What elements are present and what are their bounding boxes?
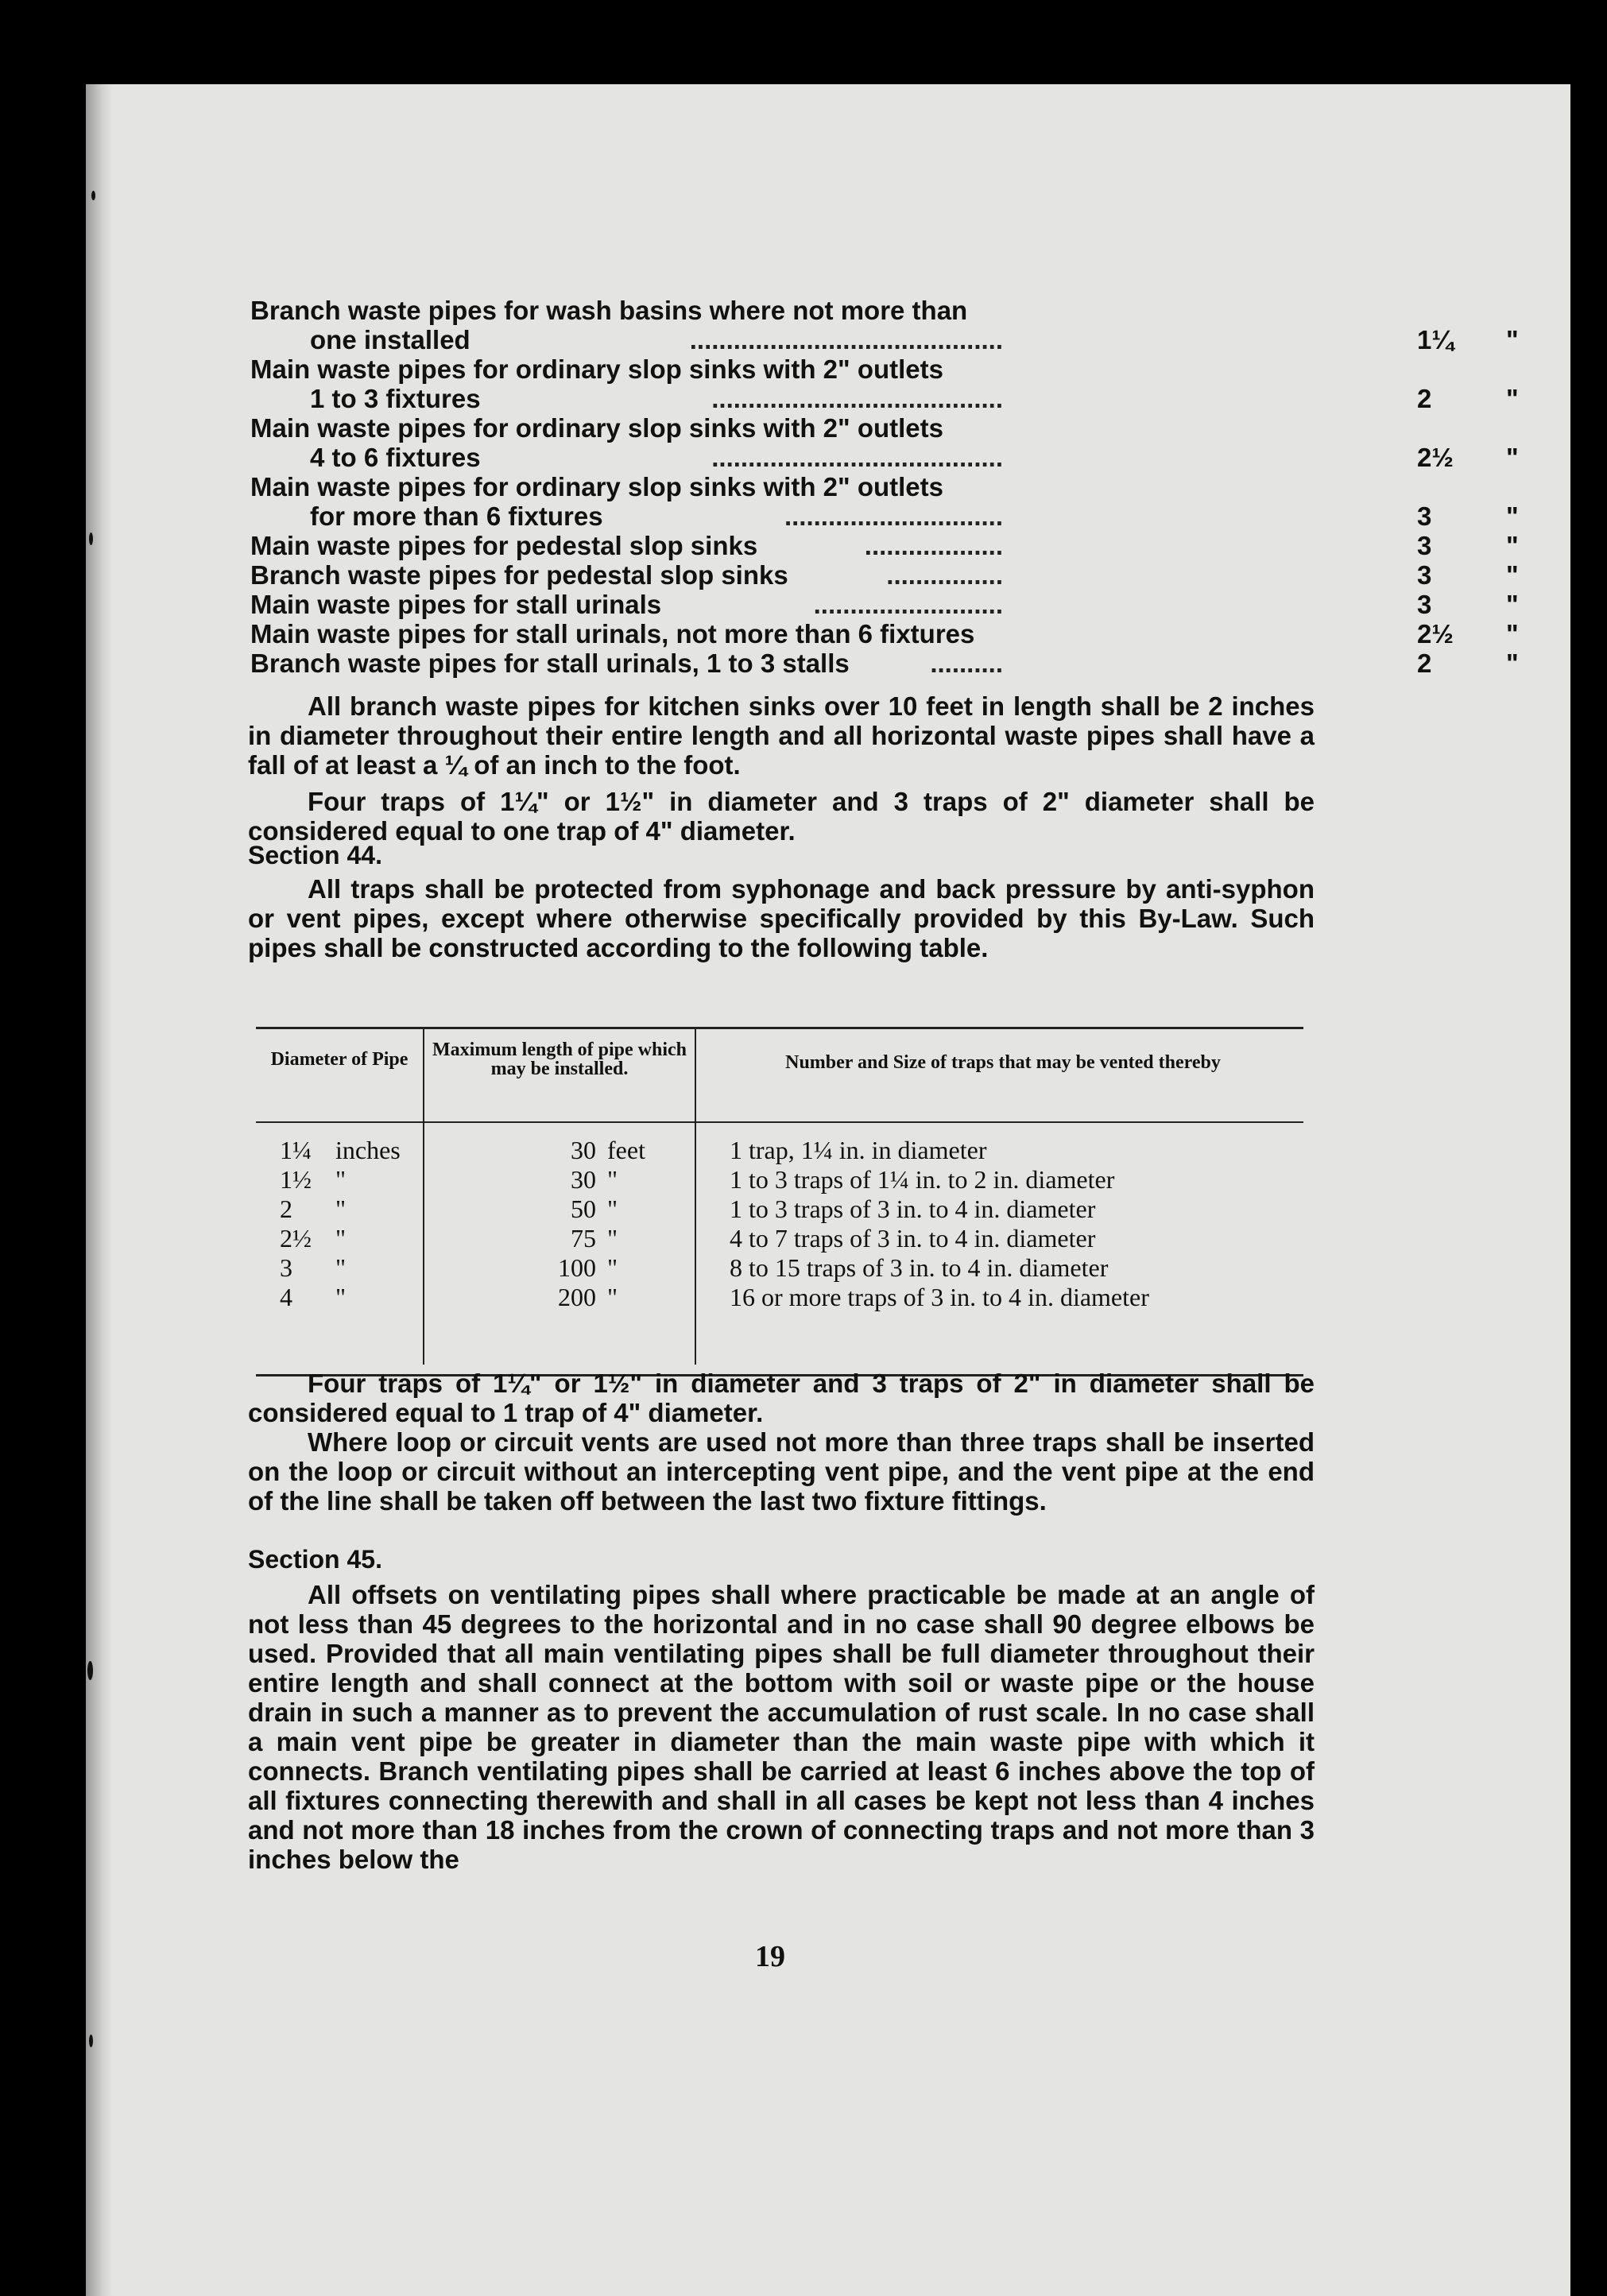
page-number: 19 (755, 1940, 785, 1973)
dot-leader: ........................................ (711, 384, 1003, 413)
cell-diameter: 1½ (280, 1165, 312, 1194)
cell-traps: 1 to 3 traps of 3 in. to 4 in. diameter (730, 1194, 1096, 1223)
table-row (256, 1136, 1303, 1165)
fixture-description: Branch waste pipes for wash basins where not more than (250, 296, 968, 325)
cell-diameter-unit: " (335, 1224, 347, 1253)
pipe-size-unit: " (1506, 443, 1519, 472)
pipe-size-value: 2½ (1417, 619, 1454, 649)
fixture-row (250, 590, 1519, 619)
table-row (256, 1283, 1303, 1312)
paragraph-trap-equivalence (248, 787, 1315, 846)
cell-diameter: 1¼ (280, 1136, 312, 1164)
pipe-size-value: 3 (1417, 590, 1432, 619)
fixture-row (250, 649, 1519, 678)
fixture-description: for more than 6 fixtures (310, 501, 603, 531)
paragraph-trap-equivalence-2 (248, 1369, 1315, 1427)
fixture-row (250, 413, 1315, 443)
fixture-description: Main waste pipes for ordinary slop sinks with 2" outlets (250, 354, 943, 384)
pipe-size-unit: " (1506, 501, 1519, 531)
pipe-size-value: 1¼ (1417, 325, 1454, 354)
fixture-description: 1 to 3 fixtures (310, 384, 481, 413)
fixture-description: Main waste pipes for pedestal slop sinks (250, 531, 758, 560)
cell-diameter-unit: " (335, 1283, 347, 1311)
fixture-description: 4 to 6 fixtures (310, 443, 481, 472)
pipe-size-unit: " (1506, 531, 1519, 560)
pipe-size-unit: " (1506, 560, 1519, 590)
pipe-size-value: 2½ (1417, 443, 1454, 472)
cell-length-unit: " (607, 1194, 618, 1223)
fixture-row (250, 354, 1315, 384)
fixture-row (250, 325, 1519, 354)
dust-speck (91, 191, 95, 200)
cell-traps: 4 to 7 traps of 3 in. to 4 in. diameter (730, 1224, 1096, 1253)
pipe-size-value: 3 (1417, 501, 1432, 531)
cell-diameter: 4 (280, 1283, 292, 1311)
dot-leader: ................ (886, 560, 1003, 590)
cell-traps: 1 to 3 traps of 1¼ in. to 2 in. diameter (730, 1165, 1115, 1194)
cell-traps: 1 trap, 1¼ in. in diameter (730, 1136, 987, 1164)
cell-length: 30 (571, 1165, 596, 1194)
pipe-size-unit: " (1506, 619, 1519, 649)
table-row (256, 1165, 1303, 1194)
pipe-size-value: 3 (1417, 531, 1432, 560)
dot-leader: ........................................ (711, 443, 1003, 472)
fixture-row (250, 384, 1519, 413)
cell-length: 100 (558, 1253, 596, 1282)
paragraph-text: All branch waste pipes for kitchen sinks over 10 feet in length shall be 2 inches in diameter throughout their entire length and all horizontal waste pipes shall have a fall of at least a ¼ of an inch to the foot. (248, 691, 1315, 780)
fixture-row (250, 619, 1519, 649)
cell-diameter: 2 (280, 1194, 292, 1223)
fixture-row (250, 560, 1519, 590)
pipe-size-unit: " (1506, 649, 1519, 678)
fixture-row (250, 443, 1519, 472)
cell-diameter-unit: inches (335, 1136, 401, 1164)
fixture-row (250, 472, 1315, 501)
fixture-description: Main waste pipes for ordinary slop sinks with 2" outlets (250, 413, 943, 443)
paragraph-loop-vents (248, 1427, 1315, 1516)
cell-length-unit: " (607, 1224, 618, 1253)
cell-length-unit: " (607, 1253, 618, 1282)
cell-length-unit: feet (607, 1136, 645, 1164)
cell-traps: 8 to 15 traps of 3 in. to 4 in. diameter (730, 1253, 1109, 1282)
cell-diameter-unit: " (335, 1165, 347, 1194)
section-45-heading: Section 45. (248, 1545, 382, 1574)
dot-leader: .......................... (813, 590, 1003, 619)
cell-length: 75 (571, 1224, 596, 1253)
table-row (256, 1224, 1303, 1253)
table-row (256, 1194, 1303, 1224)
section-44-heading: Section 44. (248, 841, 382, 869)
paragraph-text: Four traps of 1¼" or 1½" in diameter and 3 traps of 2" diameter shall be considered equal to one trap of 4" diameter. (248, 787, 1315, 846)
pipe-size-unit: " (1506, 590, 1519, 619)
cell-length: 50 (571, 1194, 596, 1223)
header-traps: Number and Size of traps that may be vented thereby (785, 1052, 1221, 1073)
dot-leader: ........................................... (689, 325, 1003, 354)
paragraph-text: Four traps of 1¼" or 1½" in diameter and 3 traps of 2" in diameter shall be considered equal to 1 trap of 4" diameter. (248, 1369, 1315, 1427)
dot-leader: ................... (864, 531, 1003, 560)
pipe-size-value: 2 (1417, 649, 1432, 678)
dust-speck (89, 532, 93, 545)
page-binding-edge (86, 84, 113, 2296)
fixture-description: Branch waste pipes for pedestal slop sinks (250, 560, 788, 590)
paragraph-trap-protection (248, 874, 1315, 962)
paragraph-text: All offsets on ventilating pipes shall where practicable be made at an angle of not less than 45 degrees to the horizontal and in no case shall 90 degree elbows be used. Provided that all main ventilating pipes shall be full diameter throughout their entire length and shall connect at the bottom with soil or waste pipe or the house drain in such a manner as to prevent the accumulation of rust scale. In no case shall a main vent pipe be greater in diameter than the main waste pipe with which it connects. Branch ventilating pipes shall be carried at least 6 inches above the top of all fixtures connecting therewith and shall in all cases be kept not less than 4 inches and not more than 18 inches from the crown of connecting traps and not more than 3 inches below the (248, 1580, 1315, 1874)
pipe-size-value: 2 (1417, 384, 1432, 413)
paragraph-text: All traps shall be protected from syphonage and back pressure by anti-syphon or vent pipes, except where otherwise specifically provided by this By-Law. Such pipes shall be constructed according to the following table. (248, 874, 1315, 962)
header-diameter: Diameter of Pipe (270, 1049, 409, 1070)
cell-diameter-unit: " (335, 1253, 347, 1282)
fixture-row (250, 296, 1315, 325)
cell-traps: 16 or more traps of 3 in. to 4 in. diameter (730, 1283, 1149, 1311)
fixture-description: Main waste pipes for ordinary slop sinks with 2" outlets (250, 472, 943, 501)
table-header (256, 1029, 1303, 1123)
cell-diameter: 2½ (280, 1224, 312, 1253)
fixture-description: Branch waste pipes for stall urinals, 1 to 3 stalls (250, 649, 850, 678)
pipe-size-unit: " (1506, 325, 1519, 354)
fixture-row (250, 531, 1519, 560)
table-row (256, 1253, 1303, 1283)
dust-speck (87, 1661, 93, 1680)
dot-leader: .......... (930, 649, 1003, 678)
fixture-pipe-size-list (250, 296, 1519, 678)
paragraph-kitchen-sinks (248, 691, 1315, 780)
pipe-size-unit: " (1506, 384, 1519, 413)
header-max-length: Maximum length of pipe which may be installed. (432, 1040, 687, 1079)
cell-length: 30 (571, 1136, 596, 1164)
cell-diameter: 3 (280, 1253, 292, 1282)
fixture-description: Main waste pipes for stall urinals (250, 590, 662, 619)
dot-leader: .............................. (784, 501, 1003, 531)
paragraph-offsets (248, 1580, 1315, 1874)
paragraph-text: Where loop or circuit vents are used not more than three traps shall be inserted on the loop or circuit without an intercepting vent pipe, and the vent pipe at the end of the line shall be taken off between the last two fixture fittings. (248, 1427, 1315, 1516)
fixture-description: one installed (310, 325, 470, 354)
pipe-size-value: 3 (1417, 560, 1432, 590)
vent-pipe-table (256, 1027, 1303, 1376)
table-body (256, 1123, 1303, 1366)
fixture-description: Main waste pipes for stall urinals, not more than 6 fixtures (250, 619, 975, 649)
cell-length: 200 (558, 1283, 596, 1311)
cell-length-unit: " (607, 1283, 618, 1311)
fixture-row (250, 501, 1519, 531)
dust-speck (89, 2035, 93, 2047)
cell-length-unit: " (607, 1165, 618, 1194)
cell-diameter-unit: " (335, 1194, 347, 1223)
